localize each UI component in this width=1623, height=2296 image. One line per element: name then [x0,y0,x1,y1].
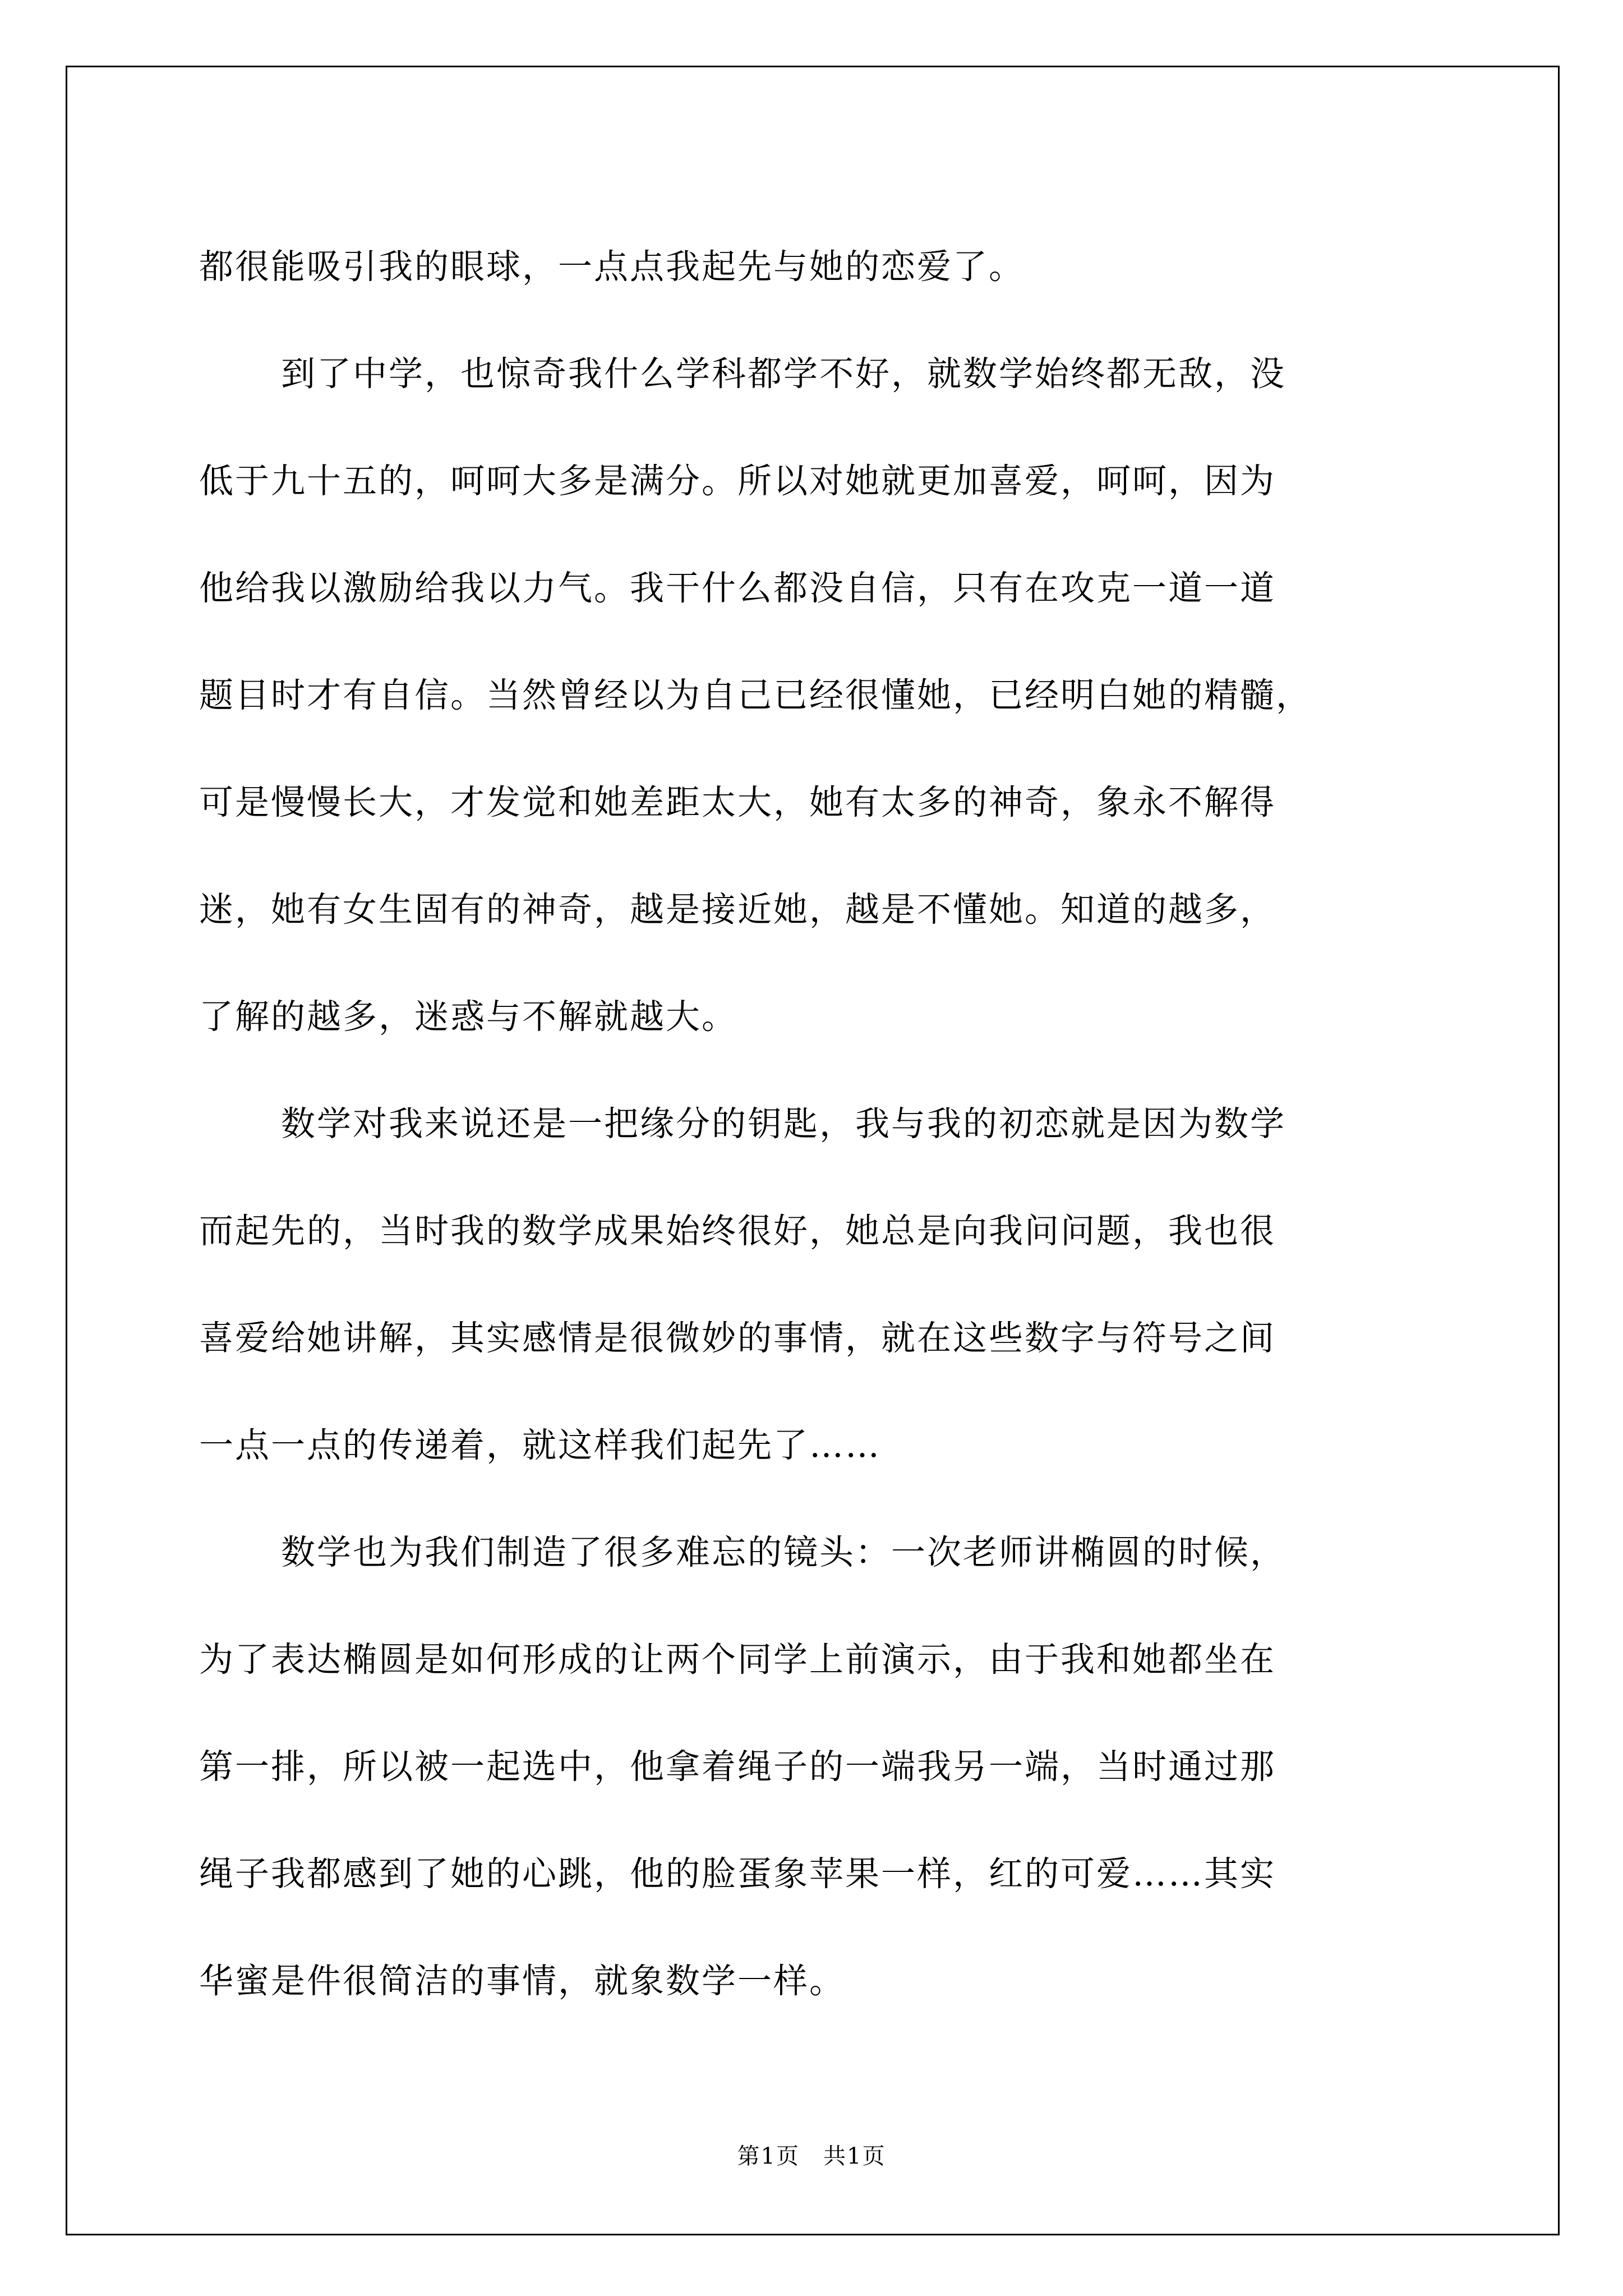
text-line-2: 到了中学，也惊奇我什么学科都学不好，就数学始终都无敌，没 [281,354,1287,394]
text-line-13: 数学也为我们制造了很多难忘的镜头：一次老师讲椭圆的时候， [281,1533,1287,1572]
text-line-14: 为了表达椭圆是如何形成的让两个同学上前演示，由于我和她都坐在 [199,1640,1276,1680]
text-line-16: 绳子我都感到了她的心跳，他的脸蛋象苹果一样，红的可爱……其实 [199,1854,1276,1894]
text-line-15: 第一排，所以被一起选中，他拿着绳子的一端我另一端，当时通过那 [199,1747,1276,1787]
body-text [199,213,1461,2035]
text-line-8: 了解的越多，迷惑与不解就越大。 [199,997,738,1037]
text-line-7: 迷，她有女生固有的神奇，越是接近她，越是不懂她。知道的越多， [199,890,1276,930]
text-line-4: 他给我以激励给我以力气。我干什么都没自信，只有在攻克一道一道 [199,568,1276,608]
text-line-12: 一点一点的传递着，就这样我们起先了…… [199,1425,882,1465]
text-line-5: 题目时才有自信。当然曾经以为自己已经很懂她，已经明白她的精髓， [199,675,1312,715]
text-line-3: 低于九十五的，呵呵大多是满分。所以对她就更加喜爱，呵呵，因为 [199,461,1276,501]
text-line-6: 可是慢慢长大，才发觉和她差距太大，她有太多的神奇，象永不解得 [199,783,1276,822]
text-line-17: 华蜜是件很简洁的事情，就象数学一样。 [199,1961,846,2001]
text-line-9: 数学对我来说还是一把缘分的钥匙，我与我的初恋就是因为数学 [281,1104,1287,1144]
text-line-11: 喜爱给她讲解，其实感情是很微妙的事情，就在这些数字与符号之间 [199,1318,1276,1358]
text-line-10: 而起先的，当时我的数学成果始终很好，她总是向我问问题，我也很 [199,1211,1276,1251]
page-number: 第1页 共1页 [737,2143,886,2169]
text-line-1: 都很能吸引我的眼球，一点点我起先与她的恋爱了。 [199,247,1025,287]
